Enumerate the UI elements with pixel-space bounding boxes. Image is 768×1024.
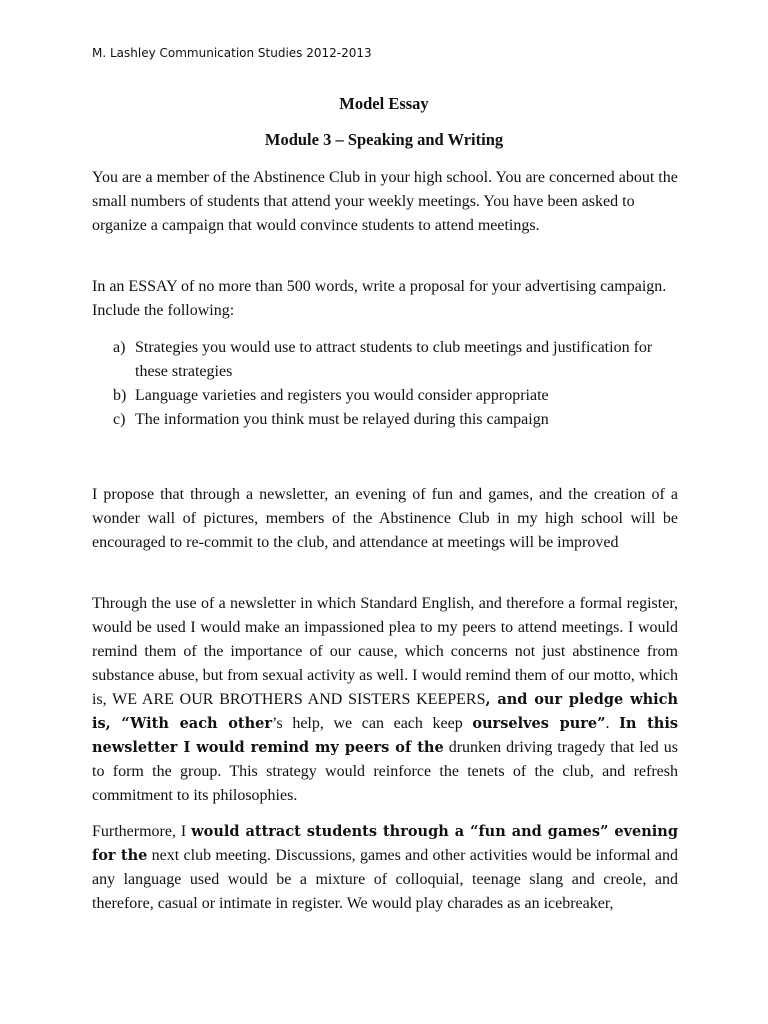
essay-title: Model Essay	[339, 94, 429, 113]
essay-paragraph-fun-and-games	[92, 820, 678, 916]
paragraph-text: next club meeting. Discussions, games and other activities would be informal and any language used would be a mixture of colloquial, teenage slang and creole, and therefore, casual or intimate in register. We would play charades as an icebreaker,	[92, 847, 679, 912]
list-item	[92, 408, 678, 432]
paragraph-text: drunken driving tragedy that led us to form the group. This strategy would reinforce the tenets of the club, and refresh commitment to its philosophies.	[92, 739, 678, 804]
prompt-paragraph-1: You are a member of the Abstinence Club in your high school. You are concerned about the small numbers of students that attend your weekly meetings. You have been asked to organize a campaign that would convince students to attend meetings.	[92, 169, 678, 234]
list-item-text: Strategies you would use to attract students to club meetings and justification for these strategies	[135, 339, 653, 380]
paragraph-text: Furthermore, I	[92, 823, 192, 840]
running-header: M. Lashley Communication Studies 2012-2013	[92, 46, 372, 60]
paragraph-bold-text: would attract students through a “fun and games” evening for the	[92, 823, 678, 864]
list-item	[92, 384, 678, 408]
prompt-paragraph-2: In an ESSAY of no more than 500 words, write a proposal for your advertising campaign. Include the following:	[92, 278, 667, 319]
essay-paragraph-newsletter	[92, 592, 678, 808]
paragraph-bold-text: , and our pledge which is, “With each other	[92, 691, 679, 732]
paragraph-text: ’s help, we can each keep	[272, 715, 473, 732]
list-marker: a)	[113, 339, 126, 356]
list-marker: b)	[113, 387, 127, 404]
list-item	[92, 336, 678, 384]
paragraph-bold-text: In this newsletter I would remind my peers of the	[92, 715, 678, 756]
prompt-requirements-list	[92, 336, 678, 432]
list-item-text: Language varieties and registers you would consider appropriate	[135, 387, 549, 404]
essay-introduction: I propose that through a newsletter, an evening of fun and games, and the creation of a wonder wall of pictures, members of the Abstinence Club in my high school will be encouraged to re-commit to the club, and attendance at meetings will be improved	[92, 486, 678, 551]
list-item-text: The information you think must be relayed during this campaign	[135, 411, 549, 428]
paragraph-bold-text: ourselves pure”	[472, 715, 606, 732]
paragraph-text: Through the use of a newsletter in which Standard English, and therefore a formal register, would be used I would make an impassioned plea to my peers to attend meetings. I would remind them of the importance of our cause, which concerns not just abstinence from substance abuse, but from sexual activity as well. I would remind them of our motto, which is, WE ARE OUR BROTHERS AND SISTERS KEEPERS	[92, 595, 678, 708]
module-title: Module 3 – Speaking and Writing	[264, 130, 504, 149]
paragraph-text: .	[605, 715, 620, 732]
list-marker: c)	[113, 411, 126, 428]
